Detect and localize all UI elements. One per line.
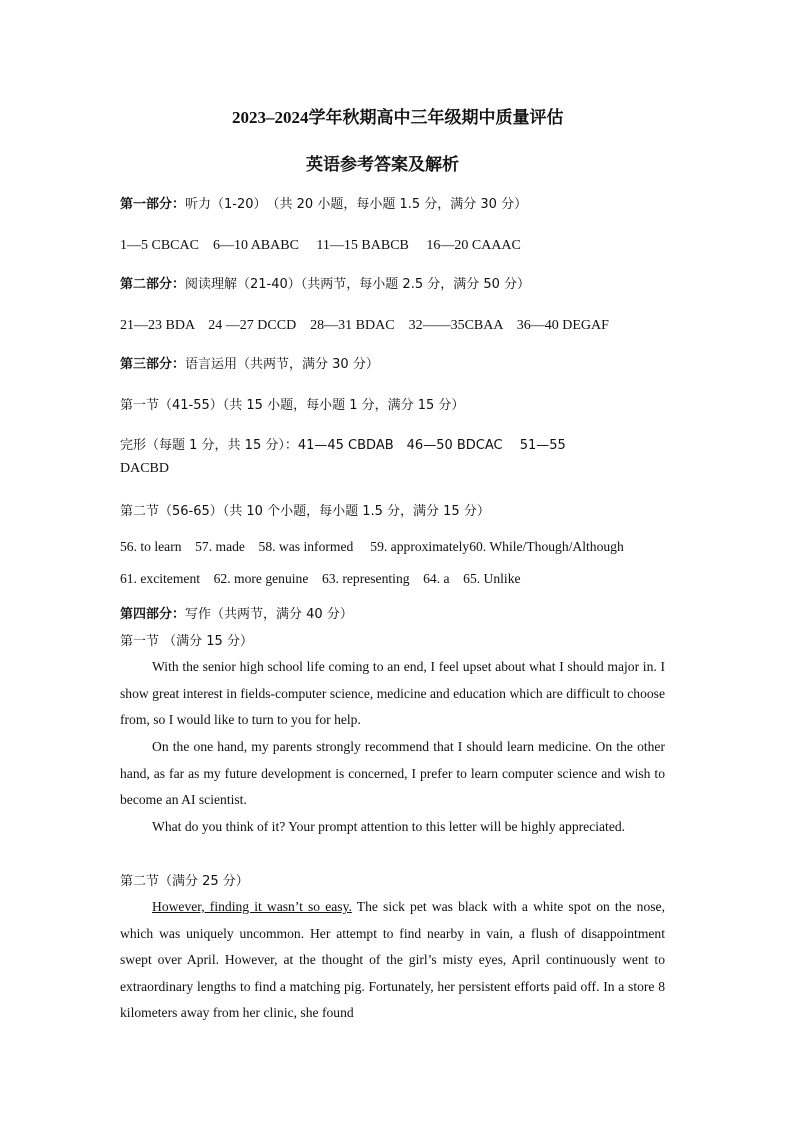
part3-section1-title: 第一节（41-55）（共 15 小题，每小题 1 分，满分 15 分） <box>120 398 465 413</box>
part3-section2-answers-line2: 61. excitement 62. more genuine 63. representing 64. a 65. Unlike <box>120 571 521 586</box>
essay1-paragraph3: What do you think of it? Your prompt attention to this letter will be highly appreciated. <box>152 819 626 834</box>
part2-desc: 阅读理解（21-40）（共两节，每小题 2.5 分，满分 50 分） <box>185 277 531 292</box>
part3-section2-title: 第二节（56-65）（共 10 个小题，每小题 1.5 分，满分 15 分） <box>120 504 490 519</box>
part3-header <box>120 353 680 373</box>
part4-desc: 写作（共两节，满分 40 分） <box>185 607 353 622</box>
part4-heading: 第四部分： <box>120 607 186 622</box>
document-title: 2023–2024学年秋期高中三年级期中质量评估 <box>232 108 564 127</box>
part1-header <box>120 193 680 213</box>
essay1-paragraph1: With the senior high school life coming to an end, I feel upset about what I should major in. I show great interest in fields-computer science, medicine and education which are difficult to choose from, so I would like to turn to you for help. <box>120 659 665 728</box>
part3-heading: 第三部分： <box>120 357 186 372</box>
part3-desc: 语言运用（共两节，满分 30 分） <box>185 357 379 372</box>
part1-answers: 1—5 CBCAC 6—10 ABABC 11—15 BABCB 16—20 CAAAC <box>120 238 521 253</box>
part4-header <box>120 603 680 623</box>
part1-heading: 第一部分： <box>120 197 186 212</box>
part2-heading: 第二部分： <box>120 277 186 292</box>
part3-section1-answers-line2: DACBD <box>120 461 170 476</box>
part1-desc: 听力（1-20） （共 20 小题，每小题 1.5 分，满分 30 分） <box>185 197 528 212</box>
essay2-paragraph1 <box>120 894 665 1027</box>
document-subtitle: 英语参考答案及解析 <box>306 155 459 174</box>
part2-header <box>120 273 680 293</box>
part4-section1-title: 第一节 （满分 15 分） <box>120 634 253 649</box>
part3-section1-answers-line1: 完形（每题 1 分，共 15 分）：41—45 CBDAB 46—50 BDCAC 51—55 <box>120 438 566 453</box>
essay2-underlined-opening: However, finding it wasn’t so easy. <box>152 899 352 914</box>
part4-section2-title: 第二节（满分 25 分） <box>120 874 249 889</box>
part3-section2-answers-line1: 56. to learn 57. made 58. was informed 59. approximately60. While/Though/Although <box>120 539 624 554</box>
part2-answers: 21—23 BDA 24 —27 DCCD 28—31 BDAC 32——35CBAA 36—40 DEGAF <box>120 318 609 333</box>
essay1-paragraph2: On the one hand, my parents strongly recommend that I should learn medicine. On the other hand, as far as my future development is concerned, I prefer to learn computer science and wish to become an AI scientist. <box>120 739 665 808</box>
essay2-text: The sick pet was black with a white spot on the nose, which was uniquely uncommon. Her attempt to find nearby in vain, a flush of disappointment swept over April. However, at the thought of the girl’s misty eyes, April continuously went to extraordinary lengths to find a matching pig. Fortunately, her persistent efforts paid off. In a store 8 kilometers away from her clinic, she found <box>120 899 665 1021</box>
